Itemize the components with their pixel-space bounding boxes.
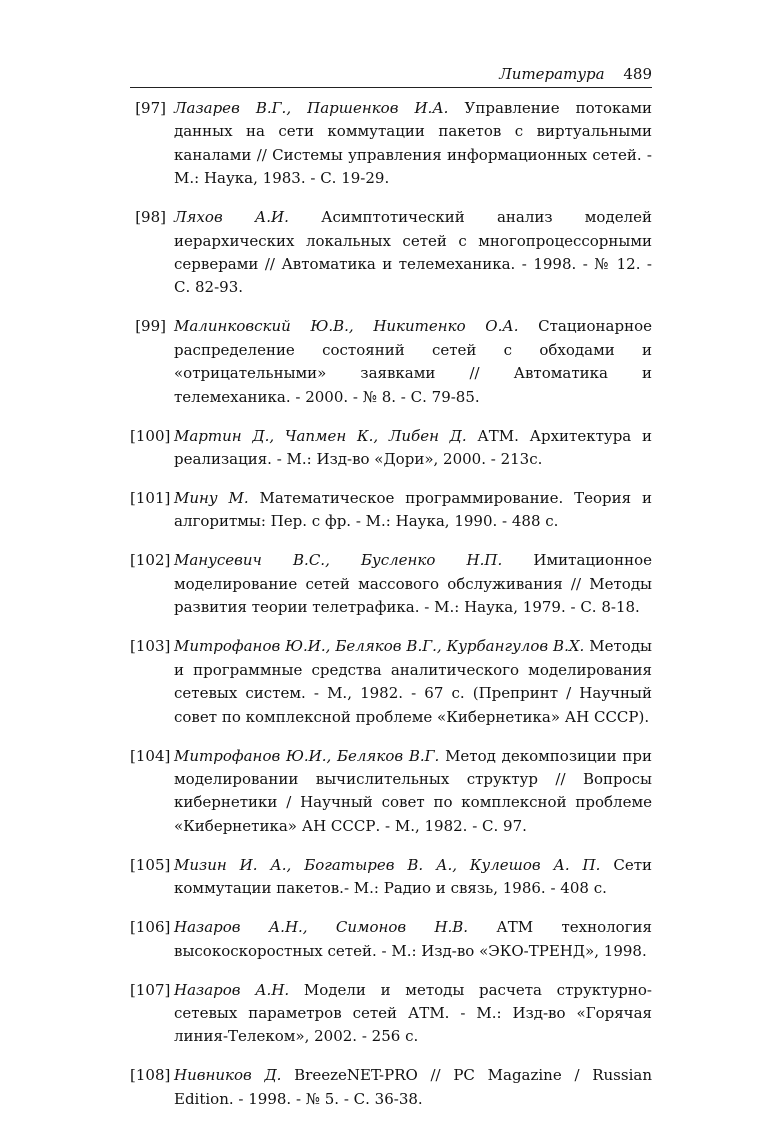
reference-text: Модели и методы расчета структурно-сетевых параметров сетей АТМ. - М.: Изд-во «Горячая линия-Телеком», 2002. - 256 с. bbox=[174, 980, 652, 1046]
reference-text: Математическое программирование. Теория и алгоритмы: Пер. с фр. - М.: Наука, 1990. - 488 с. bbox=[174, 489, 652, 531]
reference-authors: Митрофанов Ю.И., Беляков В.Г. bbox=[174, 746, 440, 765]
reference-text: Асимптотический анализ моделей иерархических локальных сетей с многопроцессорными серверами // Автоматика и телемеханика. - 1998. - № 12. - С. 82-93. bbox=[174, 208, 652, 297]
reference-number: [101] bbox=[130, 489, 171, 508]
reference-authors: Мартин Д., Чапмен К., Либен Д. bbox=[174, 426, 467, 445]
reference-text: Сети коммутации пакетов.- М.: Радио и связь, 1986. - 408 с. bbox=[174, 855, 652, 898]
reference-item bbox=[130, 97, 652, 191]
reference-item bbox=[130, 549, 652, 619]
reference-number: [97] bbox=[135, 99, 166, 117]
reference-authors: Лазарев В.Г., Паршенков И.А. bbox=[174, 99, 449, 117]
reference-number: [105] bbox=[130, 855, 171, 874]
reference-authors: Мину М. bbox=[174, 489, 249, 508]
reference-item bbox=[130, 425, 652, 472]
reference-item bbox=[130, 854, 652, 901]
reference-item bbox=[130, 745, 652, 839]
reference-number: [108] bbox=[130, 1066, 171, 1085]
reference-number: [99] bbox=[135, 317, 166, 336]
reference-authors: Манусевич В.С., Бусленко Н.П. bbox=[174, 551, 503, 570]
running-head bbox=[130, 64, 652, 84]
reference-list bbox=[130, 97, 652, 1127]
reference-text: Управление потоками данных на сети коммутации пакетов с виртуальными каналами // Системы управления информационных сетей. - М.: Наука, 1983. - С. 19-29. bbox=[174, 99, 652, 188]
reference-text: BreezeNET-PRO // PC Magazine / Russian Edition. - 1998. - № 5. - С. 36-38. bbox=[174, 1066, 652, 1108]
reference-text: Стационарное распределение состояний сетей с обходами и «отрицательными» заявками // Автоматика и телемеханика. - 2000. - № 8. - С. 79-85. bbox=[174, 317, 652, 406]
reference-text: АТМ технология высокоскоростных сетей. - М.: Изд-во «ЭКО-ТРЕНД», 1998. bbox=[174, 918, 652, 960]
header-rule bbox=[130, 87, 652, 88]
reference-number: [106] bbox=[130, 918, 171, 937]
reference-item bbox=[130, 206, 652, 300]
reference-authors: Митрофанов Ю.И., Беляков В.Г., Курбангулов В.Х. bbox=[174, 637, 585, 656]
reference-authors: Мизин И. А., Богатырев В. А., Кулешов А. П. bbox=[174, 855, 601, 874]
reference-text: Методы и программные средства аналитического моделирования сетевых систем. - М., 1982. - 67 с. (Препринт / Научный совет по комплексной проблеме «Кибернетика» АН СССР). bbox=[174, 637, 652, 726]
reference-authors: Назаров А.Н., Симонов Н.В. bbox=[174, 918, 469, 937]
reference-authors: Нивников Д. bbox=[174, 1066, 282, 1085]
page-number: 489 bbox=[623, 65, 652, 83]
reference-number: [104] bbox=[130, 746, 171, 765]
reference-item bbox=[130, 979, 652, 1049]
reference-item bbox=[130, 315, 652, 409]
reference-text: АТМ. Архитектура и реализация. - М.: Изд-во «Дори», 2000. - 213с. bbox=[174, 426, 652, 469]
reference-item bbox=[130, 1064, 652, 1111]
reference-number: [103] bbox=[130, 637, 171, 656]
reference-number: [100] bbox=[130, 426, 171, 445]
reference-number: [98] bbox=[135, 208, 166, 227]
reference-authors: Малинковский Ю.В., Никитенко О.А. bbox=[174, 317, 519, 336]
reference-text: Метод декомпозиции при моделировании вычислительных структур // Вопросы кибернетики / Научный совет по комплексной проблеме «Кибернетика» АН СССР. - М., 1982. - С. 97. bbox=[174, 746, 652, 835]
reference-number: [107] bbox=[130, 980, 171, 999]
reference-authors: Ляхов А.И. bbox=[174, 208, 289, 227]
reference-item bbox=[130, 635, 652, 729]
reference-authors: Назаров А.Н. bbox=[174, 980, 290, 999]
reference-text: Имитационное моделирование сетей массового обслуживания // Методы развития теории телетрафика. - М.: Наука, 1979. - С. 8-18. bbox=[174, 551, 652, 617]
reference-number: [102] bbox=[130, 551, 171, 570]
running-head-section: Литература bbox=[499, 65, 605, 83]
reference-item bbox=[130, 916, 652, 963]
reference-item bbox=[130, 487, 652, 534]
